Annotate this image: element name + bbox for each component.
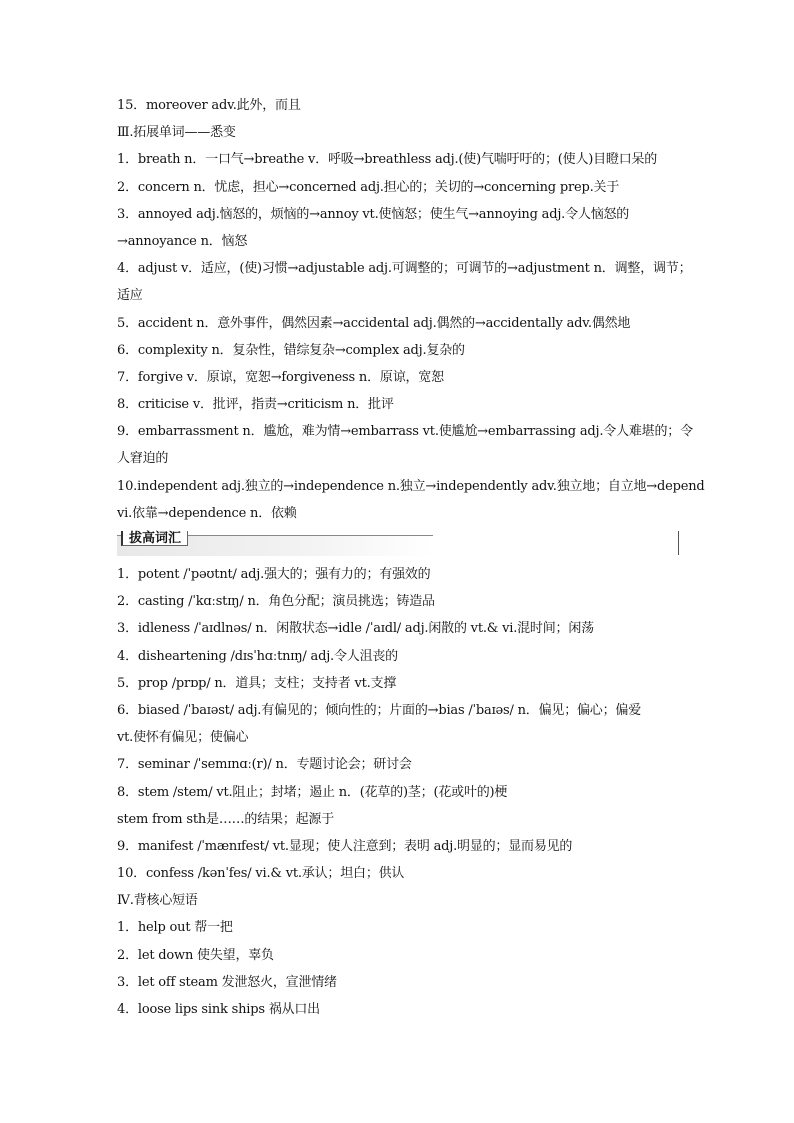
- text-line: 5．prop /prɒp/ n．道具；支柱；支持者 vt.支撑: [117, 675, 397, 691]
- section-header-box: [117, 531, 679, 561]
- text-line: 3．idleness /ˈaɪdlnəs/ n．闲散状态→idle /ˈaɪdl/ adj.闲散的 vt.& vi.混时间；闲荡: [117, 621, 594, 637]
- text-line: 7．seminar /ˈsemɪnɑː(r)/ n．专题讨论会；研讨会: [117, 757, 412, 773]
- text-line: 9．embarrassment n．尴尬，难为情→embarrass vt.使尴尬→embarrassing adj.令人难堪的；令: [117, 424, 693, 440]
- vocab-list-expanded-words: [117, 92, 705, 527]
- text-line: →annoyance n．恼怒: [117, 233, 248, 249]
- text-line: 7．forgive v．原谅，宽恕→forgiveness n．原谅，宽恕: [117, 369, 444, 385]
- text-line: 1．potent /ˈpəʊtnt/ adj.强大的；强有力的；有强效的: [117, 567, 431, 582]
- text-line: 6．biased /ˈbaɪəst/ adj.有偏见的；倾向性的；片面的→bias /ˈbaɪəs/ n．偏见；偏心；偏爱: [117, 702, 641, 718]
- text-line: 3．annoyed adj.恼怒的，烦恼的→annoy vt.使恼怒；使生气→annoying adj.令人恼怒的: [117, 206, 630, 222]
- text-line: 适应: [117, 288, 143, 304]
- text-line: 15．moreover adv.此外，而且: [117, 98, 301, 113]
- text-line: 5．accident n．意外事件，偶然因素→accidental adj.偶然的→accidentally adv.偶然地: [117, 315, 631, 331]
- text-line: 8．stem /stem/ vt.阻止；封堵；遏止 n．(花草的)茎；(花或叶的)梗: [117, 784, 508, 800]
- text-line: 10．confess /kənˈfes/ vi.& vt.承认；坦白；供认: [117, 866, 405, 882]
- text-line: 3．let off steam 发泄怒火，宣泄情绪: [117, 974, 337, 990]
- text-line: 10.independent adj.独立的→independence n.独立→independently adv.独立地；自立地→depend: [117, 478, 705, 494]
- text-line: Ⅳ.背核心短语: [117, 893, 198, 909]
- text-line: 1．breath n．一口气→breathe v．呼吸→breathless adj.(使)气喘吁吁的；(使人)目瞪口呆的: [117, 152, 658, 168]
- section-header-end-rule: [678, 531, 679, 555]
- text-line: 2．let down 使失望，辜负: [117, 947, 274, 963]
- text-line: 4．disheartening /dɪsˈhɑːtnɪŋ/ adj.令人沮丧的: [117, 648, 398, 664]
- text-line: 1．help out 帮一把: [117, 920, 233, 936]
- vocab-list-advanced-words: [117, 561, 679, 1023]
- text-line: 6．complexity n．复杂性，错综复杂→complex adj.复杂的: [117, 342, 465, 358]
- section-header-label: 拔高词汇: [121, 531, 188, 546]
- text-line: 9．manifest /ˈmænɪfest/ vt.显现；使人注意到；表明 adj.明显的；显而易见的: [117, 838, 573, 854]
- text-line: 2．casting /ˈkɑːstɪŋ/ n．角色分配；演员挑选；铸造品: [117, 594, 435, 610]
- text-line: 人窘迫的: [117, 451, 169, 467]
- text-line: 8．criticise v．批评，指责→criticism n．批评: [117, 397, 394, 413]
- text-line: 4．adjust v．适应，(使)习惯→adjustable adj.可调整的；可调节的→adjustment n．调整，调节；: [117, 261, 692, 277]
- text-line: vi.依靠→dependence n．依赖: [117, 505, 297, 521]
- text-line: stem from sth是……的结果；起源于: [117, 811, 335, 827]
- text-line: vt.使怀有偏见；使偏心: [117, 730, 249, 746]
- text-line: 4．loose lips sink ships 祸从口出: [117, 1002, 320, 1017]
- document-page: [117, 92, 705, 1023]
- text-line: 2．concern n．忧虑，担心→concerned adj.担心的；关切的→concerning prep.关于: [117, 179, 620, 195]
- text-line: Ⅲ.拓展单词——悉变: [117, 125, 236, 141]
